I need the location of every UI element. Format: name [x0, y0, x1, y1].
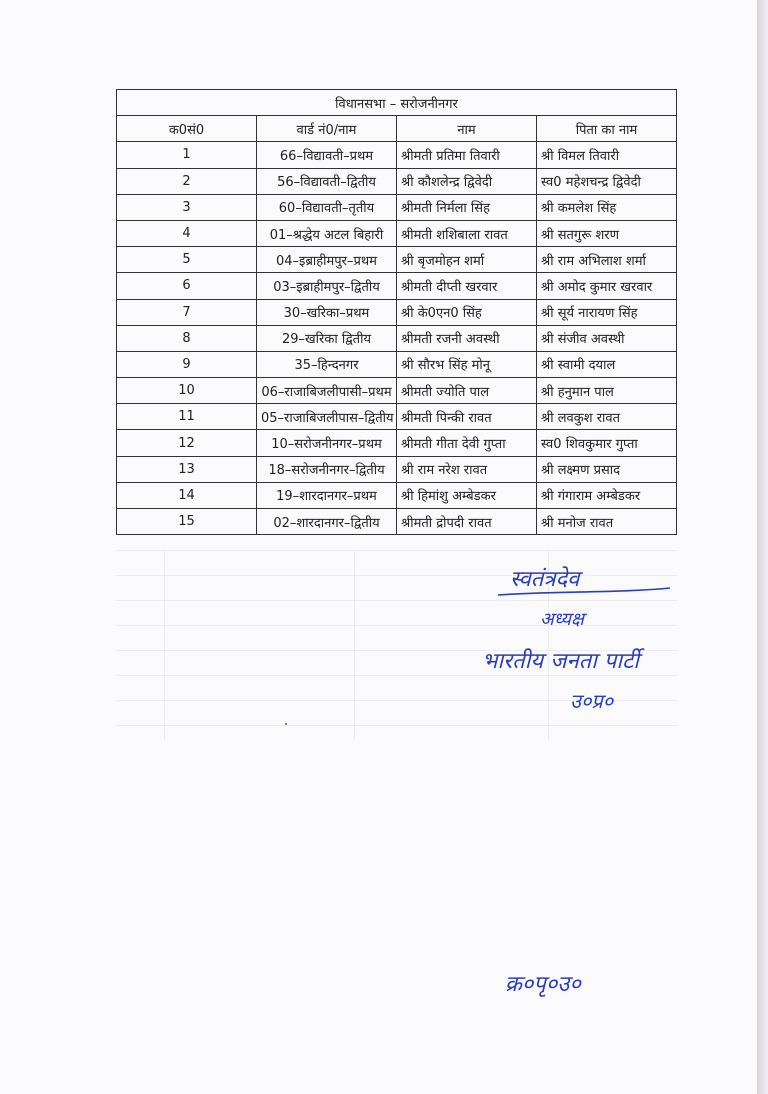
cell-father-name: श्री अमोद कुमार खरवार [537, 273, 677, 299]
header-name: नाम [397, 116, 537, 142]
cell-father-name: श्री मनोज रावत [537, 509, 677, 535]
cell-name: श्रीमती प्रतिमा तिवारी [397, 142, 537, 168]
cell-father-name: श्री लवकुश रावत [537, 404, 677, 430]
signature-party: भारतीय जनता पार्टी [482, 649, 639, 674]
cell-ward: 29–खरिका द्वितीय [257, 325, 397, 351]
table-row [117, 194, 677, 220]
table-row [117, 482, 677, 508]
table-row [117, 142, 677, 168]
cell-ward: 10–सरोजनीनगर–प्रथम [257, 430, 397, 456]
cell-ward: 18–सरोजनीनगर–द्वितीय [257, 456, 397, 482]
header-ward: वार्ड नं0/नाम [257, 116, 397, 142]
table-row [117, 247, 677, 273]
cell-father-name: स्व0 महेशचन्द्र द्विवेदी [537, 168, 677, 194]
table-row [117, 325, 677, 351]
header-father-name: पिता का नाम [537, 116, 677, 142]
cell-father-name: श्री सूर्य नारायण सिंह [537, 299, 677, 325]
cell-serial: 9 [117, 351, 257, 377]
cell-ward: 56–विद्यावती–द्वितीय [257, 168, 397, 194]
cell-serial: 6 [117, 273, 257, 299]
signature-state: उ०प्र० [570, 689, 614, 713]
table-row [117, 509, 677, 535]
cell-ward: 30–खरिका–प्रथम [257, 299, 397, 325]
cell-name: श्रीमती पिन्की रावत [397, 404, 537, 430]
table-row [117, 378, 677, 404]
cell-ward: 60–विद्यावती–तृतीय [257, 194, 397, 220]
cell-name: श्री हिमांशु अम्बेडकर [397, 482, 537, 508]
cell-ward: 66–विद्यावती–प्रथम [257, 142, 397, 168]
cell-name: श्री बृजमोहन शर्मा [397, 247, 537, 273]
cell-name: श्रीमती द्रोपदी रावत [397, 509, 537, 535]
cell-serial: 3 [117, 194, 257, 220]
cell-father-name: स्व0 शिवकुमार गुप्ता [537, 430, 677, 456]
table-row [117, 351, 677, 377]
cell-name: श्रीमती निर्मला सिंह [397, 194, 537, 220]
table-row [117, 273, 677, 299]
cell-serial: 14 [117, 482, 257, 508]
cell-ward: 01–श्रद्धेय अटल बिहारी [257, 220, 397, 246]
cell-father-name: श्री गंगाराम अम्बेडकर [537, 482, 677, 508]
cell-name: श्री राम नरेश रावत [397, 456, 537, 482]
cell-ward: 06–राजाबिजलीपासी–प्रथम [257, 378, 397, 404]
table-row [117, 220, 677, 246]
table-row [117, 404, 677, 430]
cell-ward: 35–हिन्दनगर [257, 351, 397, 377]
cell-ward: 05–राजाबिजलीपास–द्वितीय [257, 404, 397, 430]
table-header-row [117, 116, 677, 142]
cell-ward: 19–शारदानगर–प्रथम [257, 482, 397, 508]
table-row [117, 299, 677, 325]
signature-designation: अध्यक्ष [540, 609, 584, 630]
cell-father-name: श्री स्वामी दयाल [537, 351, 677, 377]
cell-father-name: श्री संजीव अवस्थी [537, 325, 677, 351]
cell-ward: 04–इब्राहीमपुर–प्रथम [257, 247, 397, 273]
cell-father-name: श्री सतगुरू शरण [537, 220, 677, 246]
table-title: विधानसभा – सरोजनीनगर [117, 90, 677, 116]
cell-serial: 11 [117, 404, 257, 430]
cell-serial: 12 [117, 430, 257, 456]
table-title-row [117, 90, 677, 116]
cell-name: श्री सौरभ सिंह मोनू [397, 351, 537, 377]
table-row [117, 168, 677, 194]
cell-name: श्री के0एन0 सिंह [397, 299, 537, 325]
cell-serial: 1 [117, 142, 257, 168]
cell-serial: 4 [117, 220, 257, 246]
table-row [117, 430, 677, 456]
cell-father-name: श्री राम अभिलाश शर्मा [537, 247, 677, 273]
cell-ward: 03–इब्राहीमपुर–द्वितीय [257, 273, 397, 299]
cell-serial: 13 [117, 456, 257, 482]
speck [285, 723, 287, 725]
table-row [117, 456, 677, 482]
cell-ward: 02–शारदानगर–द्वितीय [257, 509, 397, 535]
cell-name: श्रीमती गीता देवी गुप्ता [397, 430, 537, 456]
cell-father-name: श्री कमलेश सिंह [537, 194, 677, 220]
handwritten-page-note: क्र०पृ०उ० [505, 972, 581, 997]
cell-name: श्रीमती रजनी अवस्थी [397, 325, 537, 351]
cell-father-name: श्री हनुमान पाल [537, 378, 677, 404]
handwritten-signature [470, 555, 740, 725]
cell-serial: 8 [117, 325, 257, 351]
cell-serial: 5 [117, 247, 257, 273]
candidate-table [116, 89, 677, 535]
cell-father-name: श्री लक्ष्मण प्रसाद [537, 456, 677, 482]
header-serial: क0सं0 [117, 116, 257, 142]
cell-serial: 15 [117, 509, 257, 535]
signature-underline [470, 555, 740, 725]
cell-name: श्रीमती दीप्ती खरवार [397, 273, 537, 299]
cell-name: श्री कौशलेन्द्र द्विवेदी [397, 168, 537, 194]
signature-name: स्वतंत्रदेव [510, 567, 580, 592]
page-edge [757, 0, 768, 1094]
cell-serial: 2 [117, 168, 257, 194]
cell-name: श्रीमती ज्योति पाल [397, 378, 537, 404]
cell-serial: 10 [117, 378, 257, 404]
cell-father-name: श्री विमल तिवारी [537, 142, 677, 168]
cell-name: श्रीमती शशिबाला रावत [397, 220, 537, 246]
cell-serial: 7 [117, 299, 257, 325]
